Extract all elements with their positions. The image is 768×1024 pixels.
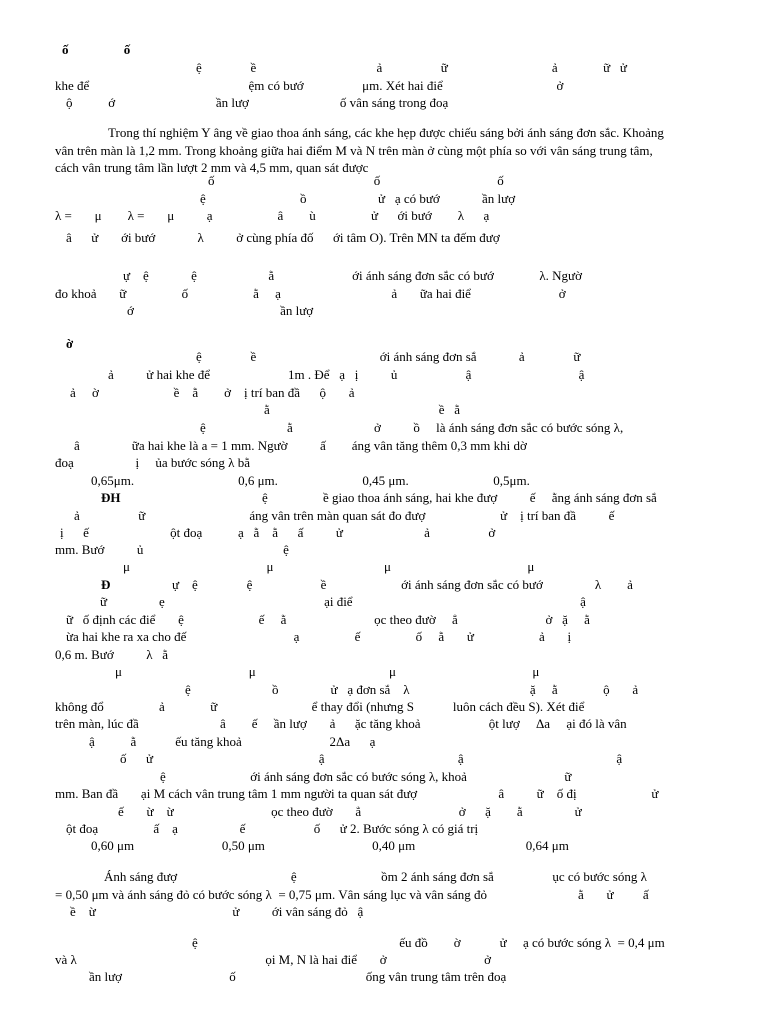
text-line: λ = μ λ = μ ạ â ù ử ới bướ λ ạ <box>55 208 490 223</box>
text-line: Đ <box>101 577 111 592</box>
text-line: khe để ệm có bướ μm. Xét hai điể ở <box>55 78 564 93</box>
text-line: ị ế ột đoạ ạ ằ ằ ấ ử ả ở <box>60 525 496 540</box>
text-line: ệ ề ới ánh sáng đơn sắ ả ữ <box>196 349 581 364</box>
text-line: μ μ μ μ <box>115 664 540 679</box>
text-line: ố ử ậ ậ ậ <box>120 751 623 766</box>
text-line: Ánh sáng đượ ệ ồm 2 ánh sáng đơn sắ ục có bước sóng λ <box>104 869 647 884</box>
text-line: ừa hai khe ra xa cho đế ạ ế ố ằ ử ả ị <box>66 629 572 644</box>
text-line: ần lượ ố ống vân trung tâm trên đoạ <box>89 969 507 984</box>
text-line: μ μ μ μ <box>123 559 535 574</box>
text-line: ữ ẹ ại điể ậ <box>100 594 586 609</box>
text-line: đo khoả ữ ố ằ ạ ả ữa hai điể ở <box>55 286 566 301</box>
text-line: â ữa hai khe là a = 1 mm. Ngườ ấ áng vân tăng thêm 0,3 mm khi dờ <box>74 438 527 453</box>
text-line: trên màn, lúc đầ â ế ần lượ ả ặc tăng khoả ột lượ Δa ại đó là vân <box>55 716 627 731</box>
text-line: ữ ố định các điể ệ ế ằ ọc theo đườ ẳ ở ặ ằ <box>66 612 590 627</box>
text-line: 0,60 μm 0,50 μm 0,40 μm 0,64 μm <box>91 838 569 853</box>
text-line: ệ ồ ử ạ đơn sắ λ ặ ằ ộ ả <box>185 682 639 697</box>
text-line: đoạ ị ủa bước sóng λ bằ <box>55 455 250 470</box>
text-line: ề ừ ử ới vân sáng đỏ ậ <box>70 904 364 919</box>
text-line: không đổ ả ữ ể thay đổi (nhưng S luôn cách đều S). Xét điể <box>55 699 585 714</box>
text-line: ột đoạ ấ ạ ế ố ử 2. Bước sóng λ có giá trị <box>66 821 479 836</box>
text-line: mm. Bướ ủ ệ <box>55 542 289 557</box>
text-line: ả ử hai khe để 1m . Để ạ ị ủ ậ ậ <box>108 367 585 382</box>
text-line: ả ờ ề ằ ở ị trí ban đầ ộ ả <box>70 385 355 400</box>
text-line: cách vân trung tâm lần lượt 2 mm và 4,5 mm, quan sát được <box>55 160 369 175</box>
text-line: 0,65μm. 0,6 μm. 0,45 μm. 0,5μm. <box>91 473 530 488</box>
text-line: và λ ọi M, N là hai điể ở ở <box>55 952 492 967</box>
text-line: ậ ằ ếu tăng khoả 2Δa ạ <box>89 734 376 749</box>
text-line: ế ừ ừ ọc theo đườ ẳ ở ặ ằ ử <box>118 804 582 819</box>
text-line: ớ ần lượ <box>127 303 314 318</box>
text-line: Trong thí nghiệm Y âng về giao thoa ánh sáng, các khe hẹp được chiếu sáng bởi ánh sáng đơn sắc. Khoảng <box>108 125 664 140</box>
text-line: ộ ớ ần lượ ố vân sáng trong đoạ <box>66 95 449 110</box>
text-line: â ử ới bướ λ ở cùng phía đố ới tâm O). Trên MN ta đếm đượ <box>66 230 500 245</box>
text-line: ệ ằ ở ồ là ánh sáng đơn sắc có bước sóng λ, <box>200 420 624 435</box>
text-line: ệ ồ ử ạ có bướ ần lượ <box>200 191 516 206</box>
text-line: ệ ề ả ữ ả ữ ử <box>196 60 627 75</box>
text-line: ự ệ ệ ằ ới ánh sáng đơn sắc có bướ λ. Ngườ <box>123 268 582 283</box>
text-line: ố ố <box>62 42 131 57</box>
text-line: ờ <box>66 336 74 351</box>
text-line: ả ữ áng vân trên màn quan sát đo đượ ử ị trí ban đầ ế <box>74 508 615 523</box>
text-line: vân trên màn là 1,2 mm. Trong khoảng giữa hai điểm M và N trên màn ở cùng một phía so với vân sáng trung tâm, <box>55 143 653 158</box>
text-line: ệ ới ánh sáng đơn sắc có bước sóng λ, khoả ữ <box>160 769 572 784</box>
text-line: ằ ề ằ <box>264 402 461 417</box>
text-line: ệ ề giao thoa ánh sáng, hai khe đượ ế ằng ánh sáng đơn sắ <box>262 490 657 505</box>
text-line: = 0,50 μm và ánh sáng đỏ có bước sóng λ = 0,75 μm. Vân sáng lục và vân sáng đỏ ằ ử ấ <box>55 887 649 902</box>
text-line: ự ệ ệ ề ới ánh sáng đơn sắc có bướ λ ả <box>172 577 633 592</box>
text-line: ĐH <box>101 490 121 505</box>
text-line: 0,6 m. Bướ λ ằ <box>55 647 169 662</box>
text-line: mm. Ban đầ ại M cách vân trung tâm 1 mm người ta quan sát đượ â ữ ố đị ử <box>55 786 659 801</box>
text-line: ố ố ố <box>208 173 504 188</box>
text-line: ệ ếu đồ ờ ử ạ có bước sóng λ = 0,4 μm <box>192 935 665 950</box>
